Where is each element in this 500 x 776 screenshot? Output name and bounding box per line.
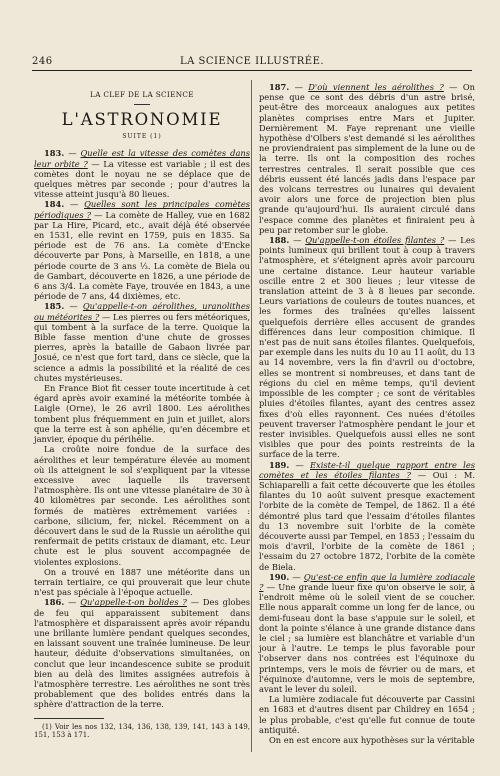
- answer-text: — Une grande lueur fixe qu'on observe le soir, à l'endroit même où le soleil vient de se coucher. Elle nous apparaît comme un long fer de lance, ou demi-fuseau dont la base s'appuie sur le soleil, et dont la pointe s'élance à une grande distance dans le ciel ; sa lumière est blanchâtre et variable d'un jour à l'autre. Le temps le plus favorable pour l'observer dans nos contrées est l'équinoxe du printemps, vers le mois de février ou de mars, et l'équinoxe d'automne, vers le mois de septembre, avant le lever du soleil.: [259, 581, 475, 694]
- page-number: 246: [32, 56, 53, 67]
- paragraph: 188. — Qu'appelle-t-on étoiles filantes ? — Les points lumineux qui brillent tout à coup à travers l'atmosphère, et s'éteignent après avoir parcouru une certaine distance. Leur hauteur variable oscille entre 2 et 300 lieues ; leur vitesse de translation atteint de 3 à 8 lieues par seconde. Leurs variations de couleurs de toutes nuances, et les formes des traînées qu'elles laissent quelquefois derrière elles accusent de grandes différences dans leur composition chimique. Il n'est pas de nuit sans étoiles filantes. Quelquefois, par exemple dans les nuits du 10 au 11 août, du 13 au 14 novembre, vers la fin d'avril ou d'octobre, elles se montrent si nombreuses, et dans tant de régions du ciel en même temps, qu'il devient impossible de les compter ; ce sont de véritables pluies d'étoiles filantes, ayant des centres assez fixes d'où elles rayonnent. Ces nuées d'étoiles peuvent traverser l'atmosphère pendant le jour et rester invisibles. Quelquefois aussi elles ne sont visibles que pour des points restreints de la surface de la terre.: [259, 235, 475, 460]
- question-text: Quelle est la vitesse des comètes dans leur orbite ?: [34, 148, 250, 169]
- paragraph: [259, 694, 475, 735]
- section-title: L'ASTRONOMIE: [61, 110, 223, 130]
- question-number: 188.: [269, 235, 290, 246]
- answer-text: — La vitesse est variable ; il est des comètes dont le noyau ne se déplace que de quelques mètres par seconde ; pour d'autres la vitesse atteint jusqu'à 80 lieues.: [34, 158, 250, 200]
- question-text: Qu'appelle-t-on étoiles filantes ?: [305, 235, 445, 246]
- section-label: LA CLEF DE LA SCIENCE: [90, 90, 194, 99]
- question-number: 187.: [269, 82, 290, 92]
- paragraph: 189. — Existe-t-il quelque rapport entre les comètes et les étoiles filantes ? — Oui : M. Schiaparelli a fait cette découverte que les étoiles filantes du 10 août suivent presque exactement l'orbite de la comète de Tempel, de 1862. Il a été démontré plus tard que l'essaim d'étoiles filantes du 13 novembre suit l'orbite de la comète découverte aussi par Tempel, en 1853 ; l'essaim du mois d'avril, l'orbite de la comète de 1861 ; l'essaim du 27 octobre 1872, l'orbite de la comète de Biela.: [259, 459, 475, 572]
- question-text: Qu'appelle-t-on bolides ?: [80, 597, 187, 608]
- paragraph: [34, 383, 250, 444]
- answer-text: On en est encore aux hypothèses sur la véritable: [269, 735, 475, 745]
- answer-text: — La comète de Halley, vue en 1682 par La Hire, Picard, etc., avait déjà été observée en 1531, elle revint en 1759, puis en 1835. Sa période est de 76 ans. La comète d'Encke découverte par Pons, à Marseille, en 1818, a une période courte de 3 ans ⅓. La comète de Biela ou de Gambart, découverte en 1826, a une période de 6 ans 3/4. La comète Faye, trouvée en 1843, a une période de 7 ans, 44 dixièmes, etc.: [34, 209, 251, 302]
- right-column: [259, 82, 475, 745]
- question-number: 185.: [44, 301, 65, 312]
- answer-text: — Oui : M. Schiaparelli a fait cette découverte que les étoiles filantes du 10 août suivent presque exactement l'orbite de la comète de Tempel, de 1862. Il a été démontré plus tard que l'essaim d'étoiles filantes du 13 novembre suit l'orbite de la comète découverte aussi par Tempel, en 1853 ; l'essaim du mois d'avril, l'orbite de la comète de 1861 ; l'essaim du 27 octobre 1872, l'orbite de la comète de Biela.: [259, 469, 475, 572]
- question-text: D'où viennent les aérolithes ?: [308, 82, 444, 92]
- paragraph: 183. — Quelle est la vitesse des comètes dans leur orbite ? — La vitesse est variable ; il est des comètes dont le noyau ne se déplace que de quelques mètres par seconde ; pour d'autres la vitesse atteint jusqu'à 80 lieues.: [34, 148, 250, 200]
- question-number: 186.: [44, 597, 65, 608]
- answer-text: En France Biot fit cesser toute incertitude à cet égard après avoir examiné la météorite tombée à Laigle (Orne), le 26 avril 1800. Les aérolithes tombent plus fréquemment en juin et juillet, alors que la terre est à son aphélie, qu'en décembre et janvier, époque du périhélie.: [34, 383, 250, 445]
- paragraph: 184. — Quelles sont les principales comètes périodiques ? — La comète de Halley, vue en 1682 par La Hire, Picard, etc., avait déjà été observée en 1531, elle revint en 1759, puis en 1835. Sa période est de 76 ans. La comète d'Encke découverte par Pons, à Marseille, en 1818, a une période courte de 3 ans ⅓. La comète de Biela ou de Gambart, découverte en 1826, a une période de 6 ans 3/4. La comète Faye, trouvée en 1843, a une période de 7 ans, 44 dixièmes, etc.: [34, 199, 251, 302]
- paragraph: 187. — D'où viennent les aérolithes ? — On pense que ce sont des débris d'un astre brisé, peut-être des morceaux analogues aux petites planètes comprises entre Mars et Jupiter. Dernièrement M. Faye reprenant une vieille hypothèse d'Olbers s'est demandé si les aérolithes ne proviendraient pas simplement de la lune ou de la terre. Ils ont la composition des roches terrestres centrales. Il serait possible que ces débris eussent été lancés jadis dans l'espace par des volcans terrestres ou lunaires qui devaient avoir alors une force de projection bien plus grande qu'aujourd'hui. Ils auraient circulé dans l'espace comme des planètes et finiraient peu à peu par retomber sur le globe.: [259, 82, 476, 235]
- paragraph: 186. — Qu'appelle-t-on bolides ? — Des globes de feu qui apparaissent subitement dans l'atmosphère et disparaissent après avoir répandu une brillante lumière pendant quelques secondes, en laissant souvent une traînée lumineuse. De leur hauteur, déduite d'observations simultanées, on conclut que leur incandescence subite se produit bien au delà des limites assignées autrefois à l'atmosphère terrestre. Les aérolithes ne sont très probablement que des bolides entrés dans la sphère d'attraction de la terre.: [34, 597, 251, 710]
- answer-text: — Les pierres ou fers météoriques, qui tombent à la surface de la terre. Quoique la Bible fasse mention d'une chute de grosses pierres, après la bataille de Gabaon livrée par Josué, ce n'est que fort tard, dans ce siècle, que la science a admis la possibilité et la réalité de ces chutes mystérieuses.: [34, 311, 250, 383]
- paragraph: [34, 444, 250, 566]
- suite-label: SUITE (1): [122, 133, 162, 141]
- answer-text: On a trouvé en 1887 une météorite dans un terrain tertiaire, ce qui prouverait que leur chute n'est pas spéciale à l'époque actuelle.: [34, 566, 250, 598]
- paragraph: [259, 735, 475, 745]
- question-text: Quelles sont les principales comètes périodiques ?: [34, 199, 250, 220]
- question-number: 183.: [44, 148, 65, 159]
- running-title: LA SCIENCE ILLUSTRÉE.: [179, 56, 325, 67]
- section-divider: [134, 104, 150, 105]
- paragraph: 190. — Qu'est-ce enfin que la lumière zodiacale ? — Une grande lueur fixe qu'on observe le soir, à l'endroit même où le soleil vient de se coucher. Elle nous apparaît comme un long fer de lance, ou demi-fuseau dont la base s'appuie sur le soleil, et dont la pointe s'élance à une grande distance dans le ciel ; sa lumière est blanchâtre et variable d'un jour à l'autre. Le temps le plus favorable pour l'observer dans nos contrées est l'équinoxe du printemps, vers le mois de février ou de mars, et l'équinoxe d'automne, vers le mois de septembre, avant le lever du soleil.: [259, 571, 476, 694]
- left-column: [34, 82, 250, 740]
- question-text: Qu'appelle-t-on aérolithes, uranolithes ou météorites ?: [34, 301, 250, 322]
- answer-text: La lumière zodiacale fut découverte par Cassini en 1683 et d'autres disent par Childrey en 1654 ; le plus probable, c'est qu'elle fut connue de toute antiquité.: [259, 694, 475, 735]
- question-number: 189.: [269, 459, 290, 470]
- answer-text: — Les points lumineux qui brillent tout à coup à travers l'atmosphère, et s'éteignent après avoir parcouru une certaine distance. Leur hauteur variable oscille entre 2 et 300 lieues ; leur vitesse de translation atteint de 3 à 8 lieues par seconde. Leurs variations de couleurs de toutes nuances, et les formes des traînées qu'elles laissent quelquefois derrière elles accusent de grandes différences dans leur composition chimique. Il n'est pas de nuit sans étoiles filantes. Quelquefois, par exemple dans les nuits du 10 au 11 août, du 13 au 14 novembre, vers la fin d'avril ou d'octobre, elles se montrent si nombreuses, et dans tant de régions du ciel en même temps, qu'il devient impossible de les compter ; ce sont de véritables pluies d'étoiles filantes, ayant des centres assez fixes d'où elles rayonnent. Ces nuées d'étoiles peuvent traverser l'atmosphère pendant le jour et rester invisibles. Quelquefois aussi elles ne sont visibles que pour des points restreints de la surface de la terre.: [259, 235, 475, 460]
- paragraph: 185. — Qu'appelle-t-on aérolithes, uranolithes ou météorites ? — Les pierres ou fers météoriques, qui tombent à la surface de la terre. Quoique la Bible fasse mention d'une chute de grosses pierres, après la bataille de Gabaon livrée par Josué, ce n'est que fort tard, dans ce siècle, que la science a admis la possibilité et la réalité de ces chutes mystérieuses.: [34, 301, 250, 383]
- left-paragraphs: [34, 148, 250, 709]
- answer-text: — On pense que ce sont des débris d'un astre brisé, peut-être des morceaux analogues aux petites planètes comprises entre Mars et Jupiter. Dernièrement M. Faye reprenant une vieille hypothèse d'Olbers s'est demandé si les aérolithes ne proviendraient pas simplement de la lune ou de la terre. Ils ont la composition des roches terrestres centrales. Il serait possible que ces débris eussent été lancés jadis dans l'espace par des volcans terrestres ou lunaires qui devaient avoir alors une force de projection bien plus grande qu'aujourd'hui. Ils auraient circulé dans l'espace comme des planètes et finiraient peu à peu par retomber sur le globe.: [259, 82, 476, 235]
- answer-text: La croûte noire fondue de la surface des aérolithes et leur température élevée au moment où ils atteignent le sol s'expliquent par la vitesse excessive avec laquelle ils traversent l'atmosphère. Ils ont une vitesse planétaire de 30 à 40 kilomètres par seconde. Les aérolithes sont formés de matières extrêmement variées : carbone, silicium, fer, nickel. Récemment on a découvert dans le sud de la Russie un aérolithe qui renfermait de petits cristaux de diamant, etc. Leur chute est le plus souvent accompagnée de violentes explosions.: [34, 444, 250, 567]
- column-divider: [251, 80, 252, 752]
- footnote: (1) Voir les nos 132, 134, 136, 138, 139, 141, 143 à 149, 151, 153 à 171.: [34, 722, 250, 740]
- answer-text: — Des globes de feu qui apparaissent subitement dans l'atmosphère et disparaissent après avoir répandu une brillante lumière pendant quelques secondes, en laissant souvent une traînée lumineuse. De leur hauteur, déduite d'observations simultanées, on conclut que leur incandescence subite se produit bien au delà des limites assignées autrefois à l'atmosphère terrestre. Les aérolithes ne sont très probablement que des bolides entrés dans la sphère d'attraction de la terre.: [34, 597, 251, 710]
- running-header: [32, 56, 472, 71]
- right-paragraphs: [259, 82, 475, 745]
- question-number: 184.: [44, 199, 65, 210]
- footnote-divider: [34, 718, 104, 719]
- question-number: 190.: [269, 571, 290, 582]
- question-text: Existe-t-il quelque rapport entre les comètes et les étoiles filantes ?: [259, 459, 475, 480]
- paragraph: [34, 567, 250, 598]
- question-text: Qu'est-ce enfin que la lumière zodiacale ?: [259, 571, 476, 592]
